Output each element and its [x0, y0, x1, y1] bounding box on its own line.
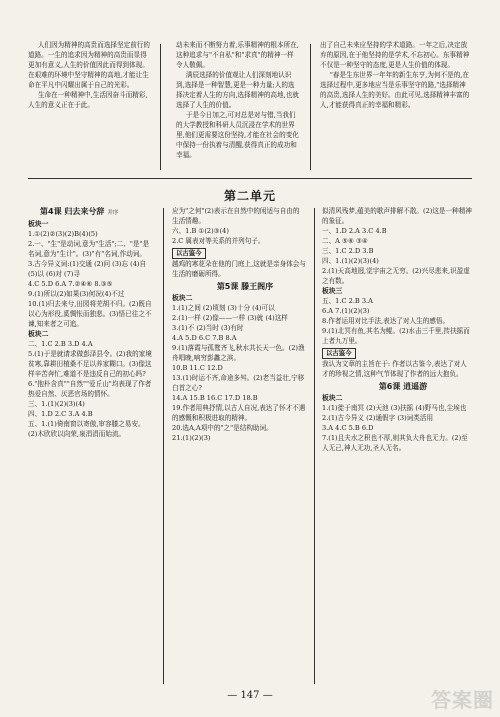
answer-line: 9.(1)所以(2)如果(3)何况(4)不过 [28, 290, 125, 298]
answer-line: 14.A 15.B 16.C 17.D 18.B [172, 394, 258, 402]
answer-line: 2.C 属表对等关系的并列句子。 [172, 237, 265, 245]
answer-line: 10.B 11.C 12.D [172, 364, 223, 372]
paragraph: 生命在一种精神中,生活因奋斗而精彩,人生的意义正在于此。 [28, 91, 148, 109]
answer-line: 似清风残梦,蕴美的歌声排解不散。(2)这是一种精神的象征。 [322, 207, 472, 225]
column-divider [310, 44, 311, 170]
answer-line: 1.(1)徙于南冥 (2)天池 (3)扶摇 (4)野马也,尘埃也 [322, 404, 467, 412]
answer-line: 三、1.C 2.D 3.B [322, 247, 374, 255]
answer-line: 13.(1)时运不齐,命途多舛。(2)老当益壮,宁移白首之心? [172, 374, 305, 392]
answer-line: 1.(1)之间 (2)顷刻 (3)十分 (4)可以 [172, 304, 275, 312]
paragraph: 人们因为精神的高贵而选择坚定前行的道路。一生的追求因为精神的高贵而显得更加有意义,人生的价值因此而得到体现。在艰难的环境中坚守精神的高地,才能让生命在平凡中闪耀出属于自己的光彩。 [28, 41, 150, 89]
answer-line: 五、1.(1)倚南窗以寄傲,审容膝之易安。(2)木欣欣以向荣,泉涓涓而始流。 [28, 420, 145, 438]
answer-line: 2.一、"生"是动词,意为"生活";二、"是"是名词,意为"生计"。(3)"有"名词,作动词。 [28, 240, 150, 258]
answer-line: 二、1.C 2.B 3.D 4.A [28, 340, 93, 348]
block-label: 板块二 [172, 294, 193, 302]
answer-line: 9.(1)北冥有鱼,其名为鲲。(2)水击三千里,抟扶摇而上者九万里。 [322, 327, 470, 345]
answer-line: 四、1.D 2.C 3.A 4.B [28, 410, 93, 418]
paragraph: "春是生东世界一年年的新生东亨,为何不是的,在选择过程中,更多地应当是乐事坚守的路,"选择精神的高贵,选择人生的美好。由此可见,选择精神丰富的人,才能获得真正的幸福和精彩。 [320, 71, 470, 109]
answer-line: 六、1.B ①(2)③(4) [172, 227, 229, 235]
lesson-6-title: 第6课 逍遥游 [378, 382, 428, 391]
answers-col-2 [172, 206, 306, 686]
answer-line: 1.①(2)②(3)(2)B(4)(5) [28, 230, 98, 238]
horizontal-rule [28, 178, 472, 179]
watermark-logo: 答案圈 [431, 688, 494, 712]
block-label: 板块三 [322, 287, 343, 295]
paragraph: 出了自己未来应坚持的学术道路。一年之后,决定放弃的原因,在于他坚持的是学术,不忘初心。东事精神不仅是一种坚守的态度,更是人生价值的体现。 [320, 41, 470, 69]
column-divider [163, 208, 164, 684]
answer-line: 4.A 5.D 6.C 7.B 8.A [172, 334, 237, 342]
block-label: 板块一 [28, 220, 49, 228]
answer-line: 应为"之何"(2)表示在自然中的闲适与自由的生活情趣。 [172, 207, 300, 225]
top-passage-col-1 [28, 40, 150, 172]
paragraph: 于是今日加之,可对总是对与错,当我们的大学教授和科研人员沉浸在学术的世界里,他们更需要这份坚持,才能在社会的变化中保持一份执着与清醒,获得真正的成功和幸福。 [176, 111, 299, 159]
answer-line: 21.(1)(2)(3) [172, 434, 211, 442]
answers-col-3 [322, 206, 472, 686]
answer-line: 6."抱朴含真""自然""爱丘山"均表现了作者热爱自然、厌恶官场的情怀。 [28, 380, 152, 398]
answer-line: 一、1.D 2.A 3.C 4.B [322, 227, 387, 235]
answer-line: 19.作者用典抒情,以古人自况,表达了怀才不遇的感慨和积极进取的精神。 [172, 404, 306, 422]
answer-line: 10.(1)归去来兮,田园将芜胡不归。(2)既自以心为形役,奚惆怅而独悲。(3)悟已往之不谏,知来者之可追。 [28, 300, 152, 328]
answer-line: 4.C 5.D 6.A 7.②④⑥ 8.③⑤ [28, 280, 113, 288]
page-number: — 147 — [227, 690, 273, 701]
top-passage-col-3 [320, 40, 470, 172]
answer-line: 二、A ⑤⑥ ③④ [322, 237, 368, 245]
lesson-5-title: 第5课 滕王阁序 [216, 282, 274, 291]
example-tag: 以古鉴今 [322, 348, 356, 359]
answer-line: 9.(1)落霞与孤鹜齐飞,秋水共长天一色。(2)渔舟唱晚,响穷彭蠡之滨。 [172, 344, 305, 362]
column-divider [314, 208, 315, 684]
block-label: 板块二 [28, 330, 49, 338]
paragraph: 满辰选择的价值观让人们深刻地认识到,选择是一种智慧,更是一种力量;人的选择决定着人生的方向,选择精神的高地,也就选择了人生的价值。 [176, 71, 299, 109]
lesson-4-title: 第4课 归去来兮辞 并序 [40, 207, 119, 216]
unit-title: 第二单元 [223, 189, 276, 203]
column-divider [160, 44, 161, 170]
answer-line: 2.(1)天高地迥,觉宇宙之无穷。(2)兴尽悲来,识盈虚之有数。 [322, 267, 470, 285]
answer-line: 8.作者运用对比手法,表达了对人生的感悟。 [322, 317, 450, 325]
top-passage-col-2 [176, 40, 300, 172]
answer-line: 7.(1)且夫水之积也不厚,则其负大舟也无力。(2)至人无己,神人无功,圣人无名。 [322, 434, 468, 452]
example-text: 越鸡的寒花朵在他的门庭上,这就是亲身体会与生活的磨砺所得。 [172, 260, 306, 278]
example-tag: 以古鉴今 [172, 248, 206, 259]
example-text: 我认为文章的主旨在于: 作者以古鉴今,表达了对人才的珍视之情,这种气节体现了作者的远大抱负。 [322, 360, 467, 378]
answer-line: 四、1.(1)(2)(3)(4) [322, 257, 379, 265]
block-label: 板块二 [322, 394, 343, 402]
answer-line: 20.选A,A项中的"之"是结构助词。 [172, 424, 273, 432]
answer-line: 三、1.(1)(2)(3)(4) [28, 400, 85, 408]
answer-line: 五、1.C 2.B 3.A [322, 297, 373, 305]
answer-line: 3.(1)不 (2)当时 (3)有时 [172, 324, 244, 332]
answer-line: 3.A 4.C 5.B 6.D [322, 424, 374, 432]
answer-line: 3.古今异义词:(1)交通 (2)问 (3)忘 (4)自 (5)以 (6)对 (7)寻 [28, 260, 147, 278]
answer-line: 5.(1)于是就请求做彭泽县令。(2)我的家境贫寒,靠耕田植桑不足以养家糊口。(3)像这样辛苦奔忙,难道不是违反自己的初心吗? [28, 350, 152, 378]
paragraph: 动未来而不断努力着,乐事精神的根本所在,这种追求与"不自私"和"求真"的精神一样令人敬佩。 [176, 41, 299, 69]
answers-col-1 [28, 206, 152, 686]
answer-line: 6.A 7.(1)(2)(3) [322, 307, 370, 315]
answer-line: 2.(1)一样 (2)像——一样 (3)就 (4)这样 [172, 314, 288, 322]
answer-line: 2.(1)古今异义 (2)通假字 (3)词类活用 [322, 414, 434, 422]
